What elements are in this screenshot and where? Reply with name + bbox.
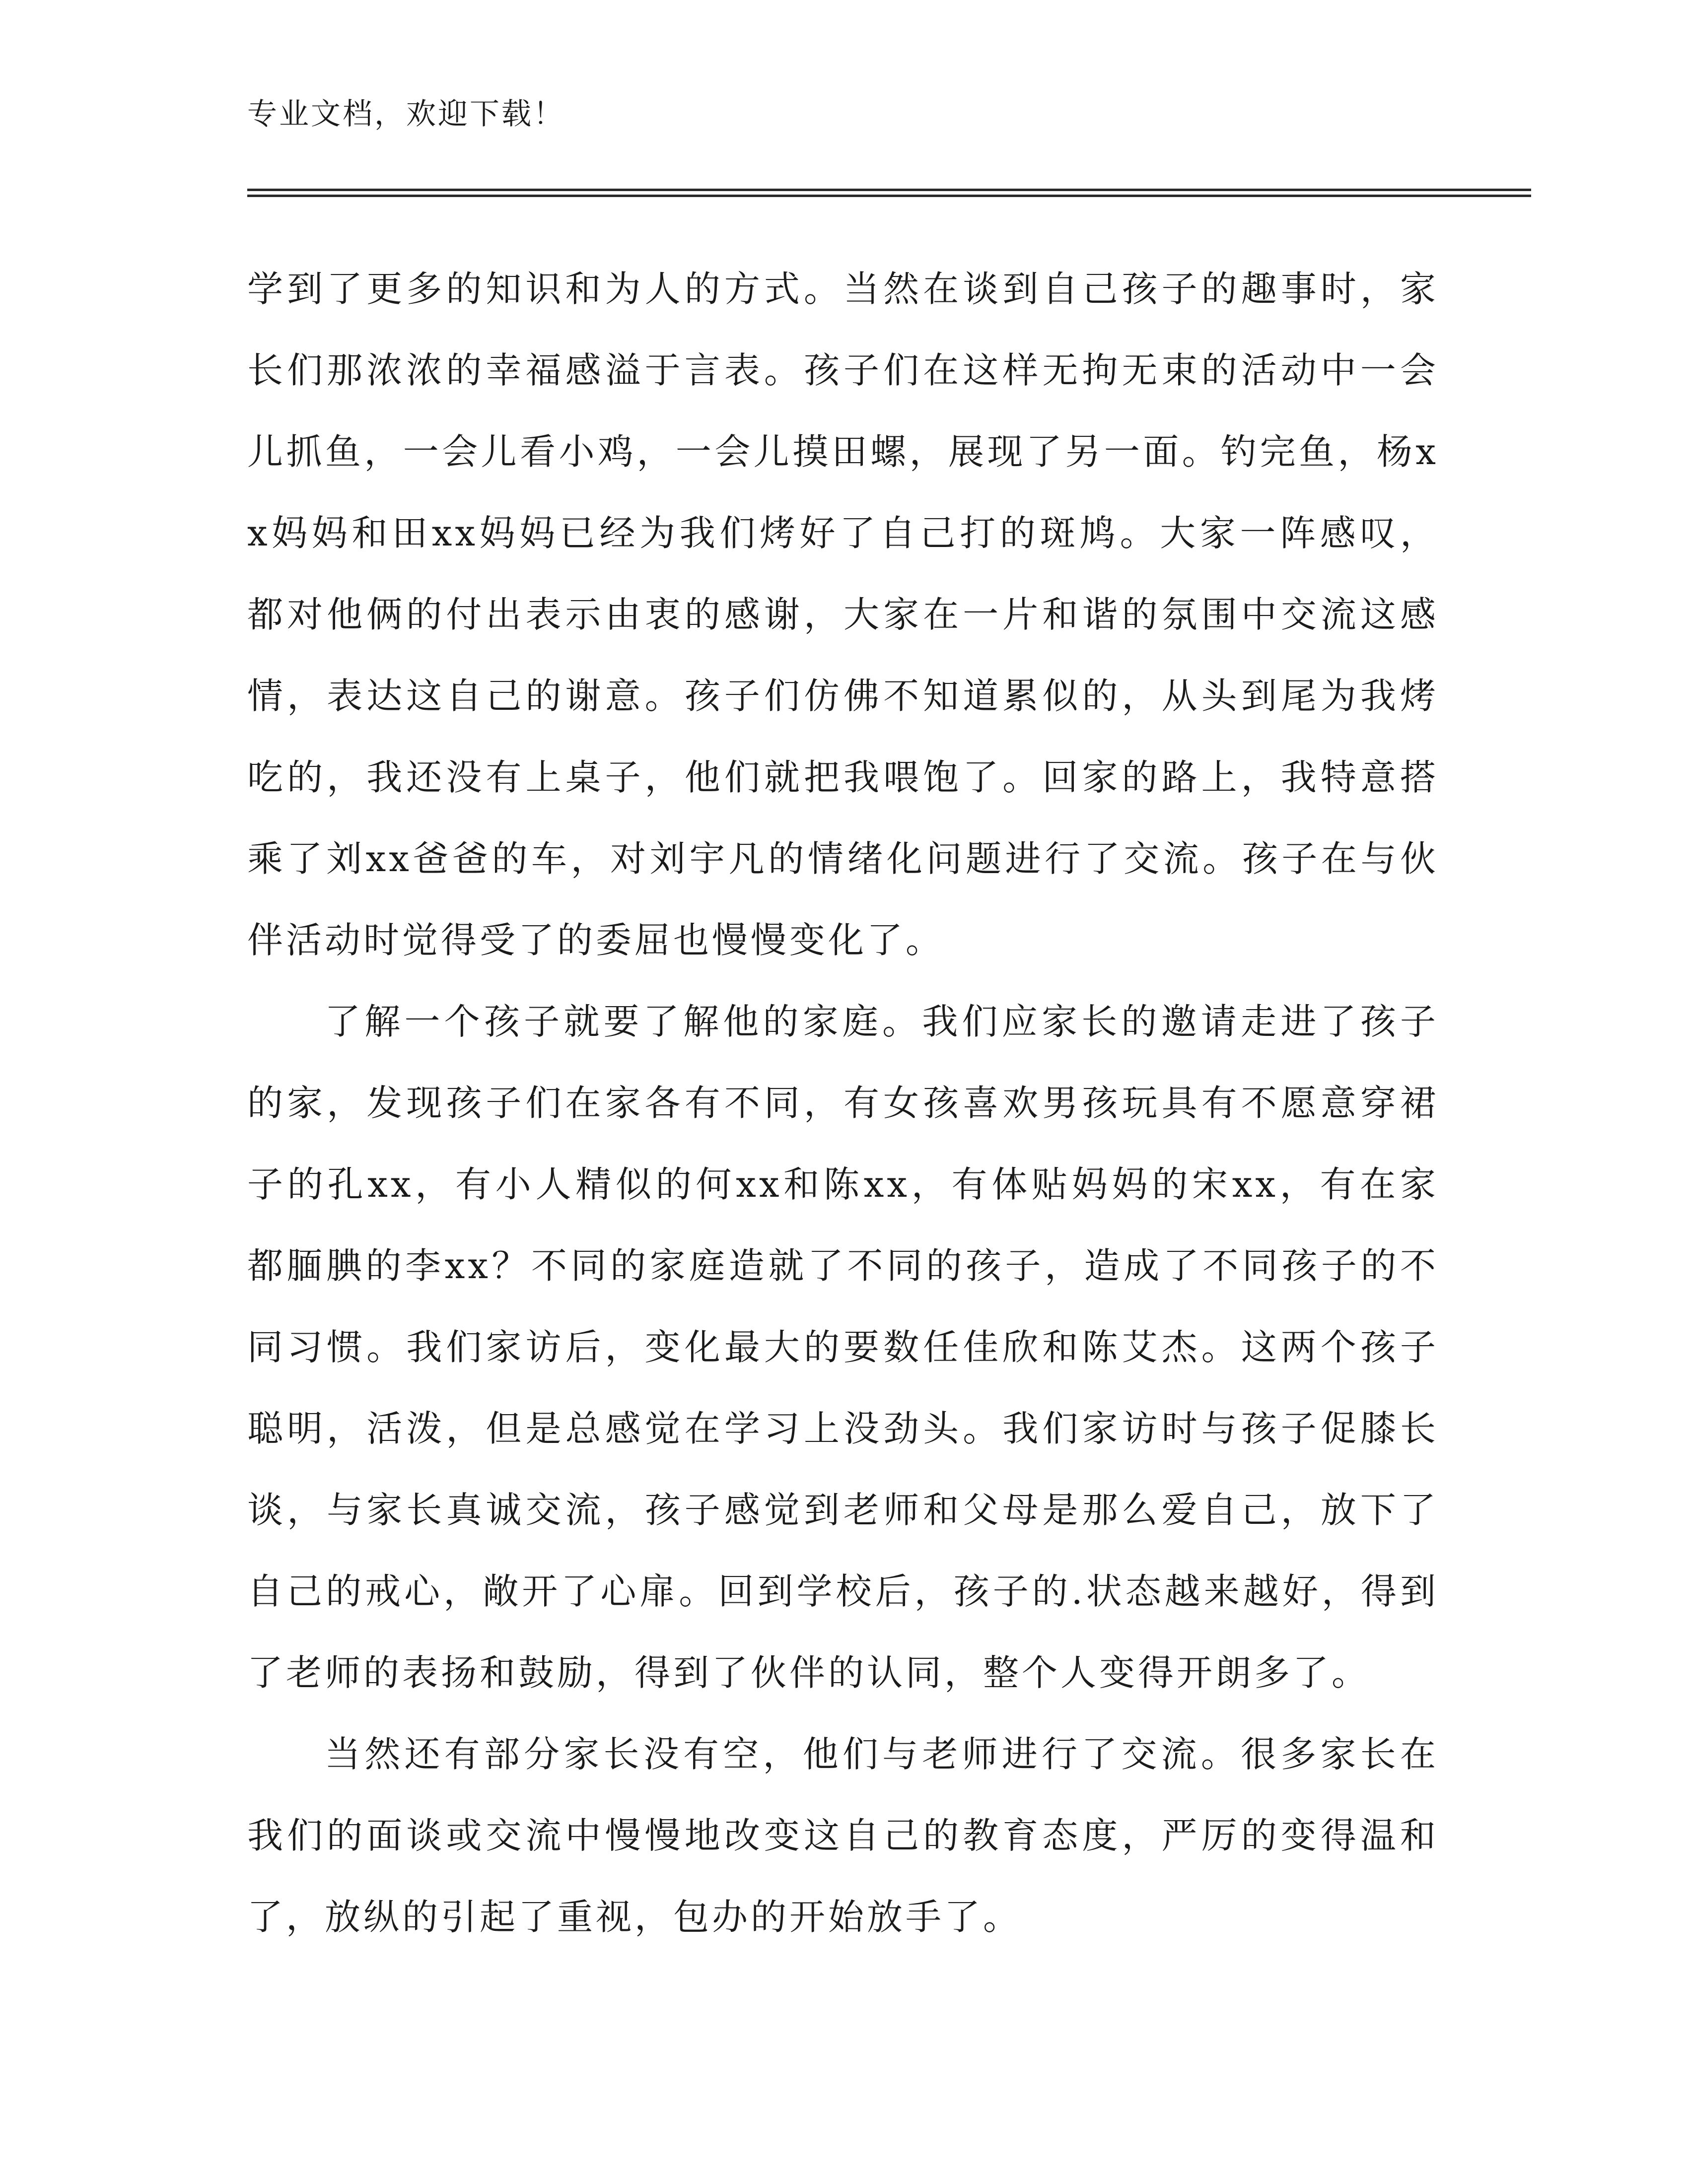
paragraph-2: 了解一个孩子就要了解他的家庭。我们应家长的邀请走进了孩子的家，发现孩子们在家各有不同，有女孩喜欢男孩玩具有不愿意穿裙子的孔xx，有小人精似的何xx和陈xx，有体贴妈妈的宋xx，有在家都腼腆的李xx？不同的家庭造就了不同的孩子，造成了不同孩子的不同习惯。我们家访后，变化最大的要数任佳欣和陈艾杰。这两个孩子聪明，活泼，但是总感觉在学习上没劲头。我们家访时与孩子促膝长谈，与家长真诚交流，孩子感觉到老师和父母是那么爱自己，放下了自己的戒心，敞开了心扉。回到学校后，孩子的.状态越来越好，得到了老师的表扬和鼓励，得到了伙伴的认同，整个人变得开朗多了。 [247, 1001, 1439, 1694]
header-divider-bottom [247, 195, 1531, 197]
page-header: 专业文档，欢迎下载！ [247, 97, 565, 132]
header-divider-top [247, 189, 1531, 191]
paragraph-1: 学到了更多的知识和为人的方式。当然在谈到自己孩子的趣事时，家长们那浓浓的幸福感溢于言表。孩子们在这样无拘无束的活动中一会儿抓鱼，一会儿看小鸡，一会儿摸田螺，展现了另一面。钓完鱼，杨xx妈妈和田xx妈妈已经为我们烤好了自己打的斑鸠。大家一阵感叹，都对他俩的付出表示由衷的感谢，大家在一片和谐的氛围中交流这感情，表达这自己的谢意。孩子们仿佛不知道累似的，从头到尾为我烤吃的，我还没有上桌子，他们就把我喂饱了。回家的路上，我特意搭乘了刘xx爸爸的车，对刘宇凡的情绪化问题进行了交流。孩子在与伙伴活动时觉得受了的委屈也慢慢变化了。 [247, 268, 1439, 961]
document-body [247, 248, 1439, 1958]
paragraph-3: 当然还有部分家长没有空，他们与老师进行了交流。很多家长在我们的面谈或交流中慢慢地改变这自己的教育态度，严厉的变得温和了，放纵的引起了重视，包办的开始放手了。 [247, 1733, 1439, 1938]
